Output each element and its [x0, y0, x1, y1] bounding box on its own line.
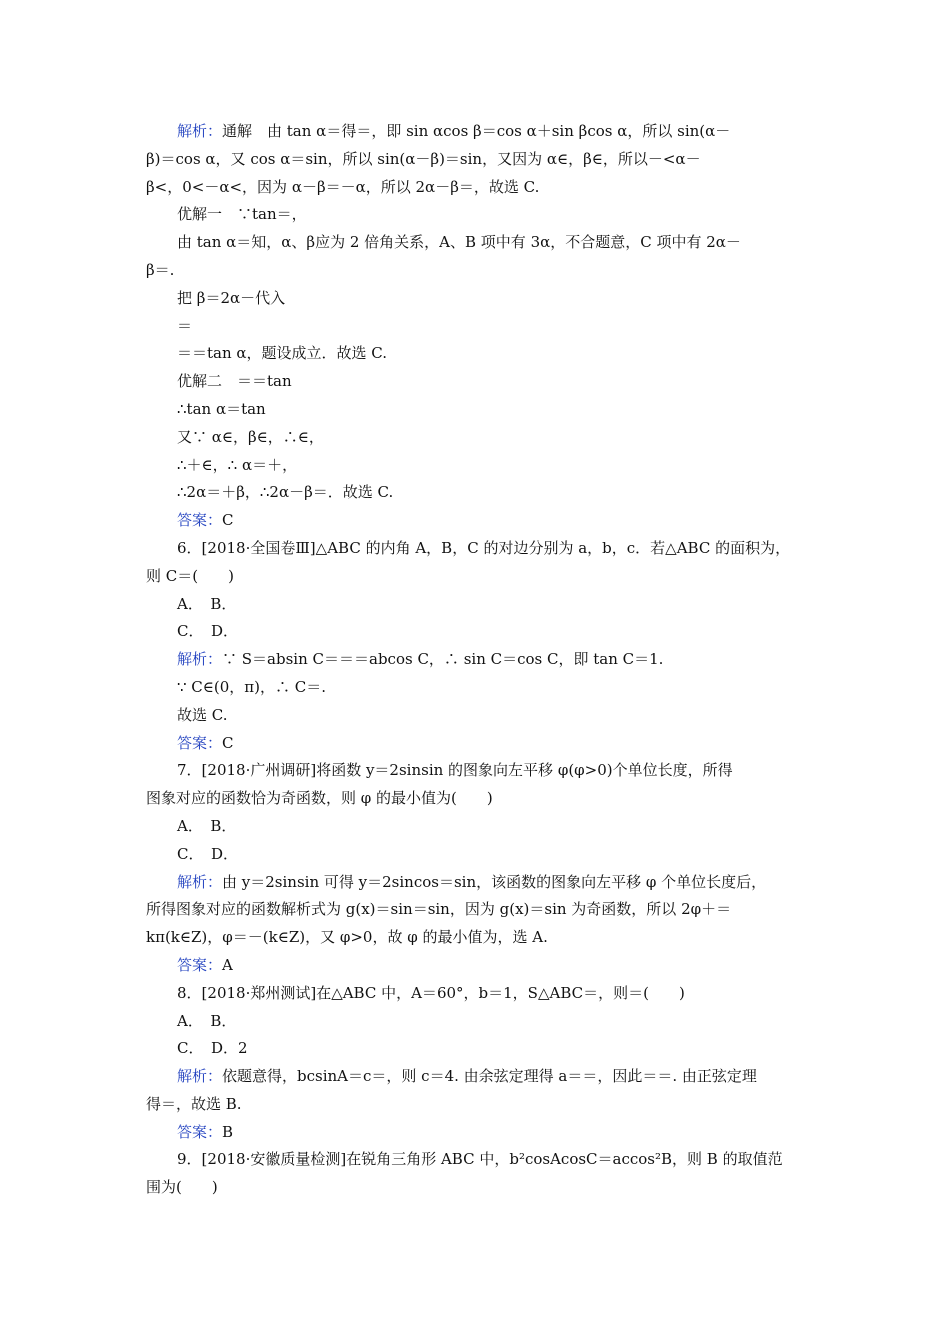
line-12 — [146, 424, 810, 452]
line-5 — [146, 229, 810, 257]
line-text: C． D．2 — [177, 1039, 248, 1058]
line-9 — [146, 340, 810, 368]
line-20 — [146, 646, 810, 674]
line-text: 则 C＝( ) — [146, 566, 234, 585]
line-text: 故选 C. — [177, 705, 228, 724]
line-28 — [146, 869, 810, 897]
line-text: ∵ S＝absin C＝＝＝abcos C，∴ sin C＝cos C，即 tan C＝1. — [222, 650, 664, 669]
line-text: C． D． — [177, 844, 239, 863]
line-label: 答案： — [177, 511, 223, 530]
line-text: β＝. — [146, 260, 175, 279]
line-text: C — [222, 511, 234, 530]
line-label: 解析： — [177, 872, 223, 891]
line-text: 7．[2018·广州调研]将函数 y＝2sinsin 的图象向左平移 φ(φ>0)个单位长度，所得 — [177, 761, 733, 780]
line-39 — [146, 1174, 810, 1202]
line-25 — [146, 785, 810, 813]
line-8 — [146, 313, 810, 341]
line-label: 答案： — [177, 1122, 223, 1141]
line-text: C — [222, 733, 234, 752]
line-text: 优解二 ＝＝tan — [177, 372, 292, 391]
line-text: A． B． — [177, 1011, 237, 1030]
line-6 — [146, 257, 810, 285]
line-30 — [146, 924, 810, 952]
line-text: A． B． — [177, 816, 237, 835]
line-text: β)＝cos α，又 cos α＝sin，所以 sin(α－β)＝sin，又因为 α∈，β∈，所以－<α－ — [146, 149, 701, 168]
line-text: 又∵ α∈，β∈，∴∈， — [177, 427, 324, 446]
line-23 — [146, 730, 810, 758]
line-text: 把 β＝2α－代入 — [177, 288, 286, 307]
line-34 — [146, 1035, 810, 1063]
line-32 — [146, 980, 810, 1008]
line-26 — [146, 813, 810, 841]
line-21 — [146, 674, 810, 702]
line-label: 答案： — [177, 955, 223, 974]
line-text: 得＝，故选 B. — [146, 1094, 242, 1113]
document-page — [146, 118, 810, 1202]
line-13 — [146, 452, 810, 480]
line-text: 图象对应的函数恰为奇函数，则 φ 的最小值为( ) — [146, 789, 493, 808]
line-37 — [146, 1119, 810, 1147]
line-7 — [146, 285, 810, 313]
line-4 — [146, 201, 810, 229]
line-11 — [146, 396, 810, 424]
line-text: A — [222, 955, 233, 974]
line-text: 通解 由 tan α＝得＝，即 sin αcos β＝cos α＋sin βcos α，所以 sin(α－ — [222, 122, 731, 140]
line-35 — [146, 1063, 810, 1091]
line-text: β<，0<－α<，因为 α－β＝－α，所以 2α－β＝，故选 C. — [146, 177, 540, 196]
line-text: 优解一 ∵tan＝， — [177, 205, 307, 224]
line-label: 答案： — [177, 733, 223, 752]
line-text: ∵ C∈(0，π)，∴ C＝. — [177, 677, 327, 696]
line-text: 由 tan α＝知，α、β应为 2 倍角关系，A、B 项中有 3α，不合题意，C 项中有 2α－ — [177, 233, 741, 252]
line-label: 解析： — [177, 650, 223, 669]
line-text: 8．[2018·郑州测试]在△ABC 中，A＝60°，b＝1，S△ABC＝，则＝( ) — [177, 983, 685, 1002]
line-27 — [146, 841, 810, 869]
line-label: 解析： — [177, 1067, 223, 1086]
line-31 — [146, 952, 810, 980]
line-24 — [146, 757, 810, 785]
line-text: kπ(k∈Z)，φ＝－(k∈Z)，又 φ>0，故 φ 的最小值为，选 A. — [146, 928, 548, 947]
line-16 — [146, 535, 810, 563]
line-text: C． D． — [177, 622, 239, 641]
line-text: ∴tan α＝tan — [177, 399, 266, 418]
line-18 — [146, 591, 810, 619]
line-19 — [146, 618, 810, 646]
line-text: ∴＋∈，∴ α＝＋， — [177, 455, 298, 474]
line-text: A． B． — [177, 594, 237, 613]
line-29 — [146, 896, 810, 924]
line-15 — [146, 507, 810, 535]
line-1 — [146, 118, 810, 146]
line-text: B — [222, 1122, 234, 1141]
line-text: ＝＝tan α，题设成立．故选 C. — [177, 344, 388, 363]
line-33 — [146, 1008, 810, 1036]
line-text: ＝ — [177, 316, 193, 335]
line-22 — [146, 702, 810, 730]
line-text: 6．[2018·全国卷Ⅲ]△ABC 的内角 A，B，C 的对边分别为 a，b，c．若△ABC 的面积为， — [177, 538, 791, 557]
line-text: 9．[2018·安徽质量检测]在锐角三角形 ABC 中，b²cosAcosC＝accos²B，则 B 的取值范 — [177, 1150, 783, 1169]
line-text: 依题意得，bcsinA＝c＝，则 c＝4. 由余弦定理得 a＝＝，因此＝＝. 由正弦定理 — [222, 1067, 757, 1086]
line-text: 围为( ) — [146, 1178, 218, 1197]
line-text: 所得图象对应的函数解析式为 g(x)＝sin＝sin，因为 g(x)＝sin 为奇函数，所以 2φ＋＝ — [146, 900, 732, 919]
line-3 — [146, 174, 810, 202]
line-10 — [146, 368, 810, 396]
line-38 — [146, 1146, 810, 1174]
line-text: 由 y＝2sinsin 可得 y＝2sincos＝sin，该函数的图象向左平移 φ 个单位长度后， — [222, 872, 767, 891]
line-36 — [146, 1091, 810, 1119]
line-2 — [146, 146, 810, 174]
line-14 — [146, 479, 810, 507]
line-text: ∴2α＝＋β，∴2α－β＝．故选 C. — [177, 483, 394, 502]
line-17 — [146, 563, 810, 591]
line-label: 解析： — [177, 122, 223, 140]
